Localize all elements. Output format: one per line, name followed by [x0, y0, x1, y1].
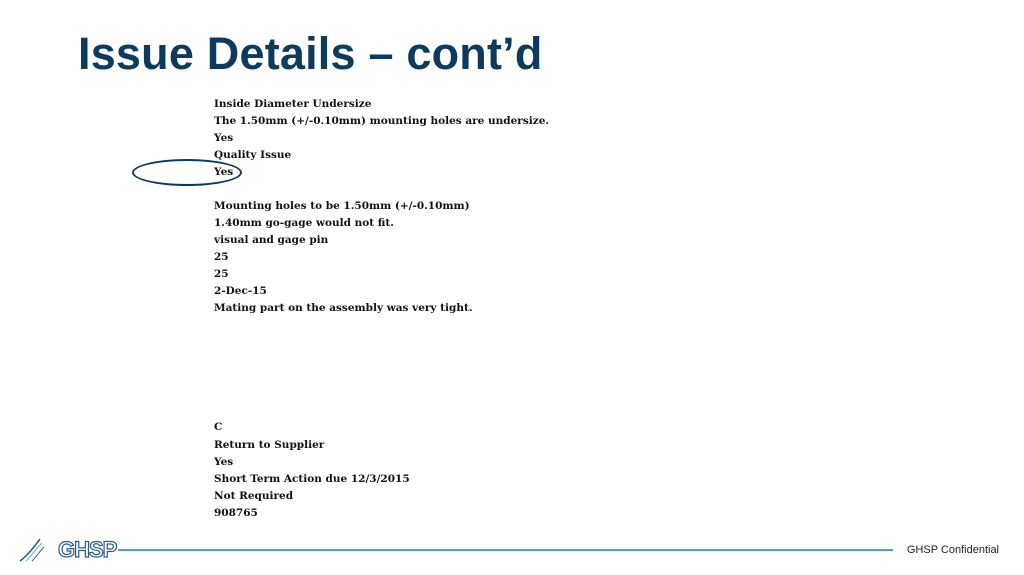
field-value: Yes	[214, 456, 234, 468]
logo-swoosh-icon	[18, 537, 58, 563]
repeat-issue-highlight-circle	[132, 159, 242, 186]
field-value: Yes	[214, 132, 234, 144]
footer-divider	[118, 549, 893, 551]
logo-text: GHSP	[58, 537, 117, 562]
field-value: The 1.50mm (+/-0.10mm) mounting holes are undersize.	[214, 115, 550, 127]
field-value: 25	[214, 251, 229, 263]
field-value: C	[214, 421, 223, 433]
field-value: Inside Diameter Undersize	[214, 98, 372, 110]
field-value: Mating part on the assembly was very tight.	[214, 302, 473, 314]
field-value: Short Term Action due 12/3/2015	[214, 473, 410, 485]
field-value: Return to Supplier	[214, 439, 325, 451]
field-value: 2-Dec-15	[214, 285, 267, 297]
ghsp-logo	[18, 537, 117, 563]
field-value: visual and gage pin	[214, 234, 329, 246]
field-value: 25	[214, 268, 229, 280]
slide-title: Issue Details – cont’d	[78, 28, 543, 79]
field-value: 1.40mm go-gage would not fit.	[214, 217, 394, 229]
confidential-label: GHSP Confidential	[906, 544, 999, 556]
field-value: Not Required	[214, 490, 294, 502]
field-value: 908765	[214, 507, 258, 519]
field-value: Quality Issue	[214, 149, 292, 161]
field-value: Mounting holes to be 1.50mm (+/-0.10mm)	[214, 200, 470, 212]
field-value: Yes	[214, 166, 234, 178]
